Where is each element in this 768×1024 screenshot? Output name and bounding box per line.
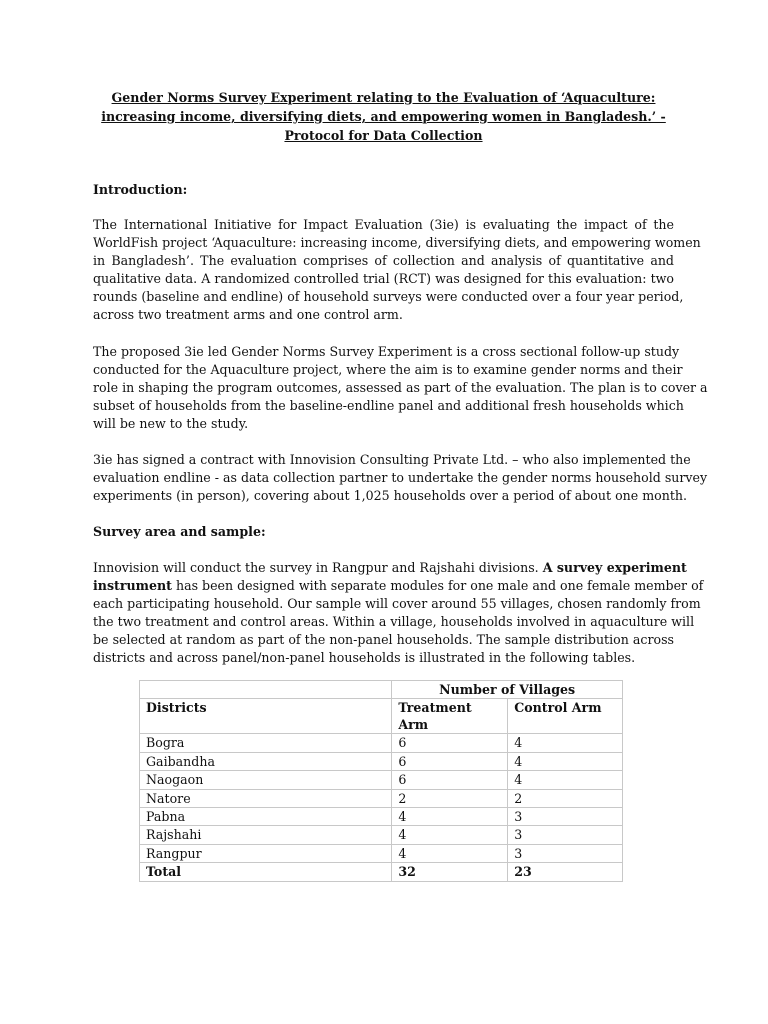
paragraph-line: the two treatment and control areas. Within a village, households involved in aquaculture will <box>93 614 695 629</box>
paragraph-line: in Bangladesh’. The evaluation comprises of collection and analysis of quantitative and <box>93 253 674 268</box>
paragraph-line: subset of households from the baseline-endline panel and additional fresh households which <box>93 398 684 413</box>
district-cell: Rangpur <box>140 844 392 862</box>
villages-table <box>139 680 623 882</box>
control-cell: 4 <box>508 752 623 770</box>
paragraph-line: qualitative data. A randomized controlled trial (RCT) was designed for this evaluation: two <box>93 271 674 286</box>
total-treatment-cell: 32 <box>392 863 508 881</box>
total-control-cell: 23 <box>508 863 623 881</box>
table-row <box>140 734 623 752</box>
paragraph-text: Innovision will conduct the survey in Rangpur and Rajshahi divisions. <box>93 560 543 575</box>
control-cell: 3 <box>508 844 623 862</box>
treatment-cell: 4 <box>392 826 508 844</box>
district-cell: Gaibandha <box>140 752 392 770</box>
paragraph-line: role in shaping the program outcomes, assessed as part of the evaluation. The plan is to cover a <box>93 380 708 395</box>
paragraph-line: be selected at random as part of the non-panel households. The sample distribution across <box>93 632 674 647</box>
table-total-row <box>140 863 623 881</box>
paragraph-line <box>93 559 687 577</box>
paragraph-line: across two treatment arms and one control arm. <box>93 307 403 322</box>
table-row <box>140 826 623 844</box>
introduction-heading: Introduction: <box>93 182 188 197</box>
title-line-2: increasing income, diversifying diets, and empowering women in Bangladesh.’ - <box>101 109 666 124</box>
district-cell: Rajshahi <box>140 826 392 844</box>
total-label-cell: Total <box>140 863 392 881</box>
control-cell: 4 <box>508 734 623 752</box>
paragraph-line: evaluation endline - as data collection partner to undertake the gender norms household survey <box>93 470 708 485</box>
table-group-header-row <box>140 681 623 699</box>
table-row <box>140 844 623 862</box>
treatment-cell: 4 <box>392 807 508 825</box>
paragraph-line: rounds (baseline and endline) of household surveys were conducted over a four year period, <box>93 289 684 304</box>
paragraph-line: 3ie has signed a contract with Innovision Consulting Private Ltd. – who also implemented the <box>93 452 691 467</box>
survey-area-heading: Survey area and sample: <box>93 524 266 539</box>
paragraph-line: will be new to the study. <box>93 416 249 431</box>
treatment-cell: 6 <box>392 752 508 770</box>
table-column-header-row <box>140 699 623 734</box>
control-arm-header: Control Arm <box>508 699 623 734</box>
paragraph-line: each participating household. Our sample will cover around 55 villages, chosen randomly from <box>93 596 701 611</box>
treatment-cell: 2 <box>392 789 508 807</box>
district-cell: Bogra <box>140 734 392 752</box>
control-cell: 3 <box>508 807 623 825</box>
district-cell: Pabna <box>140 807 392 825</box>
paragraph-line <box>93 577 704 595</box>
control-cell: 4 <box>508 771 623 789</box>
table-cell-empty <box>140 681 392 699</box>
paragraph-line: WorldFish project ‘Aquaculture: increasing income, diversifying diets, and empowering women <box>93 235 701 250</box>
bold-phrase: A survey experiment <box>542 560 687 575</box>
table-row <box>140 771 623 789</box>
intro-paragraph-2 <box>93 343 708 433</box>
intro-paragraph-1 <box>93 216 701 324</box>
intro-paragraph-3 <box>93 451 708 505</box>
paragraph-line: conducted for the Aquaculture project, where the aim is to examine gender norms and their <box>93 362 683 377</box>
table-row <box>140 789 623 807</box>
table-row <box>140 807 623 825</box>
treatment-cell: 6 <box>392 771 508 789</box>
districts-header: Districts <box>140 699 392 734</box>
survey-paragraph <box>93 559 704 667</box>
treatment-cell: 4 <box>392 844 508 862</box>
paragraph-line: The proposed 3ie led Gender Norms Survey Experiment is a cross sectional follow-up study <box>93 344 680 359</box>
paragraph-line: experiments (in person), covering about 1,025 households over a period of about one month. <box>93 488 688 503</box>
bold-phrase: instrument <box>93 578 172 593</box>
paragraph-line: districts and across panel/non-panel households is illustrated in the following tables. <box>93 650 636 665</box>
title-line-3: Protocol for Data Collection <box>284 128 483 143</box>
title-line-1: Gender Norms Survey Experiment relating to the Evaluation of ‘Aquaculture: <box>111 90 656 105</box>
district-cell: Naogaon <box>140 771 392 789</box>
paragraph-text: has been designed with separate modules for one male and one female member of <box>171 578 704 593</box>
table-row <box>140 752 623 770</box>
district-cell: Natore <box>140 789 392 807</box>
control-cell: 2 <box>508 789 623 807</box>
control-cell: 3 <box>508 826 623 844</box>
paragraph-line: The International Initiative for Impact Evaluation (3ie) is evaluating the impact of the <box>93 217 674 232</box>
treatment-arm-header: Treatment Arm <box>392 699 508 734</box>
number-of-villages-header: Number of Villages <box>392 681 623 699</box>
document-title <box>93 88 674 145</box>
treatment-cell: 6 <box>392 734 508 752</box>
